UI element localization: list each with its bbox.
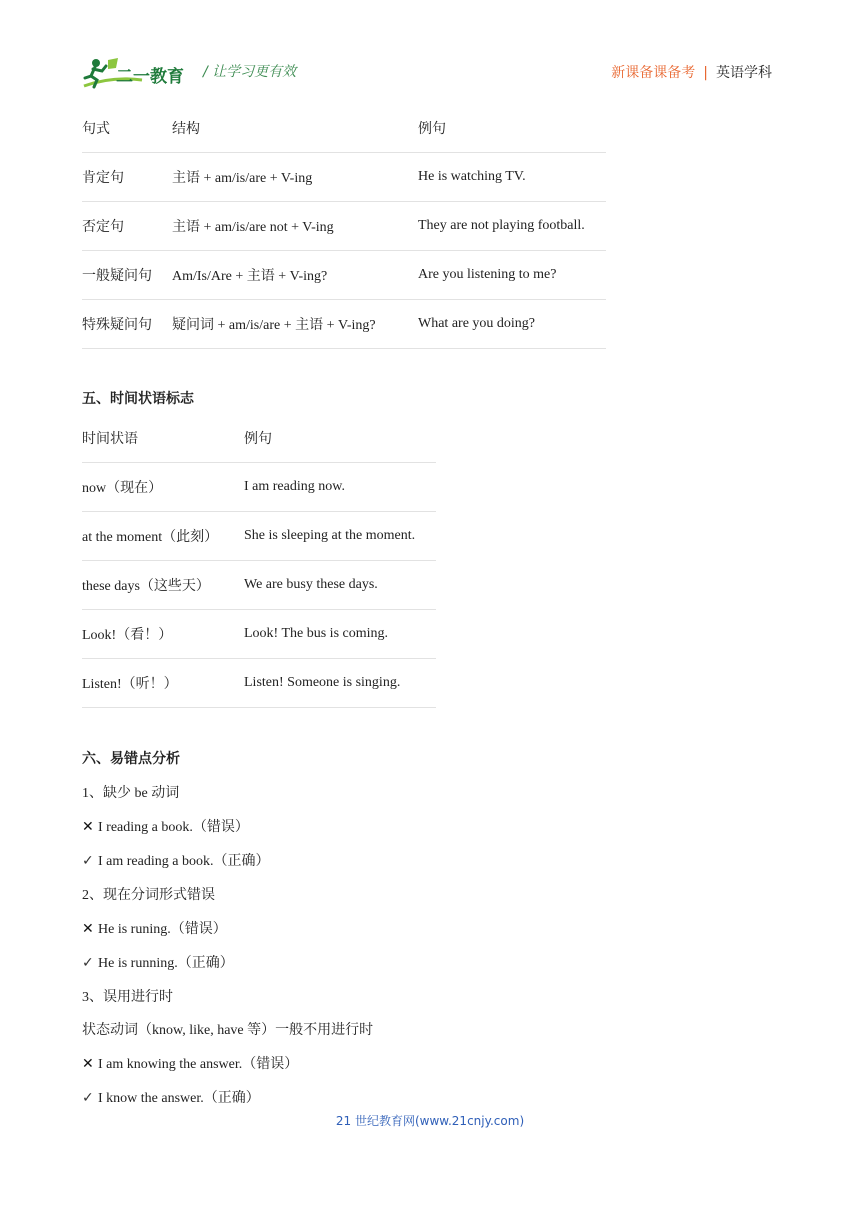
- table-cell: 特殊疑问句: [82, 300, 172, 349]
- check-icon: ✓: [82, 955, 94, 971]
- table-cell: 否定句: [82, 202, 172, 251]
- line-text: I am reading a book.（正确）: [98, 854, 270, 869]
- line-text: He is running.（正确）: [98, 956, 234, 971]
- table-cell: We are busy these days.: [244, 561, 436, 610]
- table-cell: 主语 + am/is/are + V-ing: [172, 153, 418, 202]
- list-item: [82, 1087, 260, 1107]
- table-cell: They are not playing football.: [418, 202, 606, 251]
- table-row: [82, 659, 436, 708]
- table-row: [82, 300, 606, 349]
- line-text: I am knowing the answer.（错误）: [98, 1057, 299, 1072]
- table-row: [82, 153, 606, 202]
- page-footer: 21 世纪教育网(www.21cnjy.com): [335, 1114, 525, 1128]
- check-icon: ✓: [82, 853, 94, 869]
- table-cell: 主语 + am/is/are not + V-ing: [172, 202, 418, 251]
- line-text: 2、现在分词形式错误: [82, 888, 215, 903]
- table-cell: Am/Is/Are + 主语 + V-ing?: [172, 251, 418, 300]
- line-text: He is runing.（错误）: [98, 922, 227, 937]
- table-cell: Are you listening to me?: [418, 251, 606, 300]
- table-cell: Look! The bus is coming.: [244, 610, 436, 659]
- table-cell: these days（这些天）: [82, 561, 244, 610]
- header-course-label: 新课备课备考: [611, 65, 696, 81]
- table-cell: What are you doing?: [418, 300, 606, 349]
- table-header-cell: 结构: [172, 104, 418, 153]
- time-adverbial-table: [82, 414, 436, 708]
- list-item: [82, 782, 179, 802]
- cross-icon: ✕: [82, 921, 94, 937]
- table-cell: Listen!（听！）: [82, 659, 244, 708]
- table-header-row: [82, 104, 606, 153]
- list-item: [82, 1019, 373, 1039]
- list-item: [82, 986, 173, 1006]
- table-header-cell: 例句: [418, 104, 606, 153]
- table-cell: Listen! Someone is singing.: [244, 659, 436, 708]
- slogan: / 让学习更有效: [203, 64, 297, 80]
- table-header-cell: 例句: [244, 414, 436, 463]
- table-cell: I am reading now.: [244, 463, 436, 512]
- list-item: [82, 952, 234, 972]
- table-cell: Look!（看！）: [82, 610, 244, 659]
- table-row: [82, 463, 436, 512]
- header-subject-label: 英语学科: [716, 65, 772, 81]
- sentence-structure-table: [82, 104, 606, 349]
- table-cell: She is sleeping at the moment.: [244, 512, 436, 561]
- list-item: [82, 850, 269, 870]
- list-item: [82, 816, 249, 836]
- cross-icon: ✕: [82, 1056, 94, 1072]
- table-header-cell: 时间状语: [82, 414, 244, 463]
- table-row: [82, 561, 436, 610]
- line-text: I know the answer.（正确）: [98, 1091, 260, 1106]
- table-header-cell: 句式: [82, 104, 172, 153]
- table-row: [82, 202, 606, 251]
- cross-icon: ✕: [82, 819, 94, 835]
- list-item: [82, 884, 215, 904]
- brand-name: 二一教育: [116, 67, 184, 87]
- table-row: [82, 512, 436, 561]
- table-header-row: [82, 414, 436, 463]
- table-cell: 疑问词 + am/is/are + 主语 + V-ing?: [172, 300, 418, 349]
- table-cell: He is watching TV.: [418, 153, 606, 202]
- line-text: 状态动词（know, like, have 等）一般不用进行时: [82, 1023, 374, 1038]
- table-row: [82, 610, 436, 659]
- table-cell: 一般疑问句: [82, 251, 172, 300]
- check-icon: ✓: [82, 1090, 94, 1106]
- table-row: [82, 251, 606, 300]
- line-text: 3、误用进行时: [82, 990, 173, 1005]
- header-separator: |: [703, 65, 708, 81]
- header-right: [611, 62, 772, 82]
- list-item: [82, 1053, 298, 1073]
- page-header: [0, 0, 860, 100]
- section-5-title: 五、时间状语标志: [82, 391, 194, 407]
- table-cell: now（现在）: [82, 463, 244, 512]
- table-cell: 肯定句: [82, 153, 172, 202]
- line-text: I reading a book.（错误）: [98, 820, 249, 835]
- table-cell: at the moment（此刻）: [82, 512, 244, 561]
- line-text: 1、缺少 be 动词: [82, 786, 180, 801]
- section-6-title: 六、易错点分析: [82, 751, 180, 767]
- list-item: [82, 918, 227, 938]
